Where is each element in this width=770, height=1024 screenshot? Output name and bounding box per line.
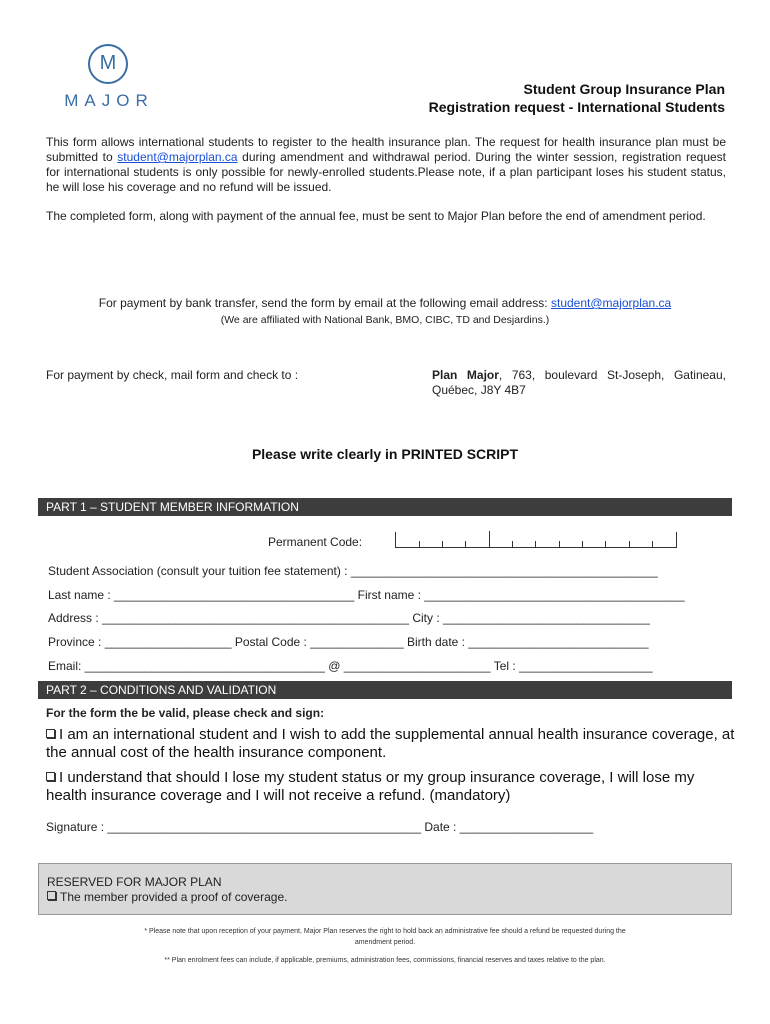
bank-affiliation-note: (We are affiliated with National Bank, BMO, CIBC, TD and Desjardins.) — [220, 314, 550, 326]
permanent-code-label: Permanent Code: — [268, 535, 363, 549]
bank-transfer-text: For payment by bank transfer, send the form by email at the following email address: — [98, 296, 551, 310]
form-subtitle: Registration request - International Students — [428, 99, 725, 115]
bank-transfer-line — [40, 296, 730, 310]
address-fields[interactable]: Address : ______________________________________________ City : _______________________________ — [48, 611, 650, 625]
printed-script-instruction: Please write clearly in PRINTED SCRIPT — [251, 446, 519, 462]
check-payment-label: For payment by check, mail form and check to : — [46, 368, 299, 382]
intro-email-link[interactable]: student@majorplan.ca — [117, 150, 238, 164]
permanent-code-input[interactable] — [395, 532, 677, 548]
checkbox-item-understand[interactable] — [46, 769, 736, 805]
part1-header: PART 1 – STUDENT MEMBER INFORMATION — [38, 498, 732, 516]
reserved-box — [38, 863, 732, 915]
mailing-street: , 763, boulevard St-Joseph, Gatineau, Québec, J8Y 4B7 — [432, 368, 726, 397]
deadline-paragraph: The completed form, along with payment of the annual fee, must be sent to Major Plan before the end of amendment period. — [46, 209, 706, 223]
form-title: Student Group Insurance Plan — [523, 81, 725, 97]
reserved-item-label: The member provided a proof of coverage. — [60, 890, 288, 904]
bank-email-link[interactable]: student@majorplan.ca — [550, 296, 672, 310]
reserved-title: RESERVED FOR MAJOR PLAN — [47, 875, 222, 889]
mailing-name: Plan Major — [432, 368, 499, 382]
province-fields[interactable]: Province : ___________________ Postal Code : ______________ Birth date : ___________________________ — [48, 635, 649, 649]
intro-paragraph — [46, 135, 726, 195]
name-fields[interactable]: Last name : ____________________________________ First name : _______________________________________ — [48, 588, 685, 602]
part2-header: PART 2 – CONDITIONS AND VALIDATION — [38, 681, 732, 699]
signature-date-field[interactable]: Signature : _______________________________________________ Date : ____________________ — [46, 820, 594, 834]
logo-wordmark: MAJOR — [64, 91, 154, 110]
footnote-refund: * Please note that upon reception of your payment, Major Plan reserves the right to hold back an administrative fee should a refund be requested during the amendment period. — [144, 928, 626, 946]
logo-initial: M — [99, 52, 117, 74]
reserved-item[interactable] — [47, 890, 287, 904]
checkbox-icon[interactable] — [46, 772, 55, 781]
checkbox-label-international: I am an international student and I wish to add the supplemental annual health insurance coverage, at the annual cost of the health insurance component. — [46, 726, 735, 761]
checkbox-icon[interactable] — [47, 891, 56, 900]
checkbox-icon[interactable] — [46, 729, 55, 738]
intro-text-after: during amendment and withdrawal period. During the winter session, registration request for international students is only possible for newly-enrolled students.Please note, if a plan participant loses his student status, he will lose his coverage and no refund will be issued. — [46, 150, 726, 194]
mailing-address — [432, 368, 726, 398]
student-association-field[interactable]: Student Association (consult your tuition fee statement) : ______________________________________________ — [48, 564, 658, 578]
email-fields[interactable]: Email: ____________________________________ @ ______________________ Tel : ____________________ — [48, 659, 653, 673]
intro-text-before: This form allows international students to register to the health insurance plan. The request for health insurance plan must be submitted to — [46, 135, 726, 164]
validation-instruction: For the form the be valid, please check and sign: — [46, 706, 325, 720]
checkbox-item-international[interactable] — [46, 726, 736, 762]
checkbox-label-understand: I understand that should I lose my student status or my group insurance coverage, I will lose my health insurance coverage and I will not receive a refund. (mandatory) — [46, 769, 695, 804]
footnote-fees: ** Plan enrolment fees can include, if applicable, premiums, administration fees, commissions, financial reserves and taxes relative to the plan. — [164, 957, 606, 964]
